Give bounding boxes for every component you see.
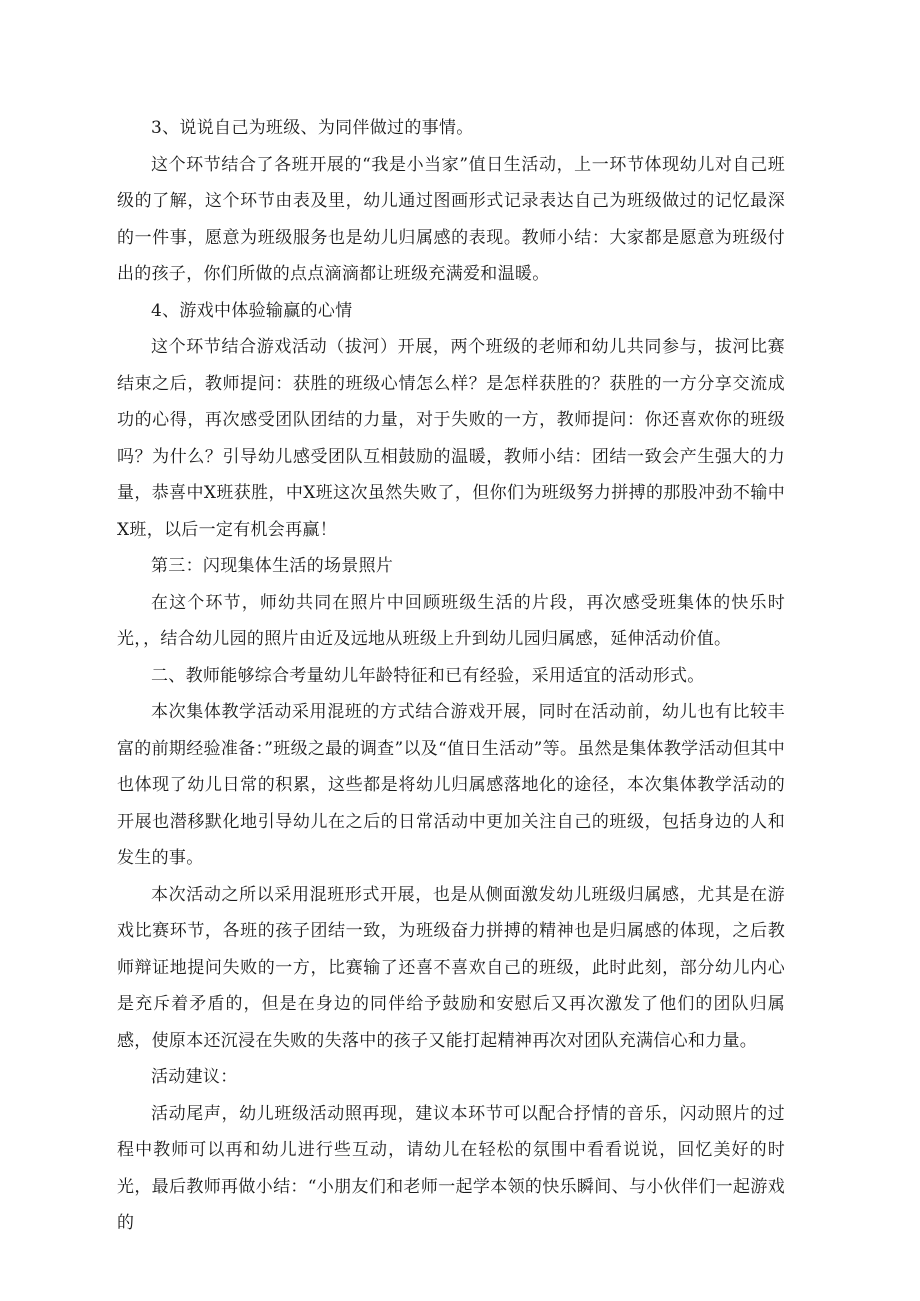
paragraph-part-3-heading: 第三：闪现集体生活的场景照片: [151, 556, 394, 576]
paragraph-section-4-body: 这个环节结合游戏活动（拔河）开展，两个班级的老师和幼儿共同参与，拔河比赛结束之后，教师提问：获胜的班级心情怎么样？是怎样获胜的？获胜的一方分享交流成功的心得，再次感受团队团结的力量，对于失败的一方，教师提问：你还喜欢你的班级吗？为什么？引导幼儿感受团队互相鼓励的温暖，教师小结：团结一致会产生强大的力量，恭喜中X班获胜，中X班这次虽然失败了，但你们为班级努力拼搏的那股冲劲不输中X班，以后一定有机会再赢！: [117, 337, 785, 540]
document-page: [117, 110, 785, 1242]
paragraph-point-2-heading: 二、教师能够综合考量幼儿年龄特征和已有经验，采用适宜的活动形式。: [151, 665, 705, 686]
paragraph-part-3-body: 在这个环节，师幼共同在照片中回顾班级生活的片段，再次感受班集体的快乐时光，，结合幼儿园的照片由近及远地从班级上升到幼儿园归属感，延伸活动价值。: [117, 592, 785, 649]
paragraph-suggestion-heading: 活动建议：: [151, 1067, 238, 1087]
paragraph-point-2-body-2: 本次活动之所以采用混班形式开展，也是从侧面激发幼儿班级归属感，尤其是在游戏比赛环节，各班的孩子团结一致，为班级奋力拼搏的精神也是归属感的体现，之后教师辩证地提问失败的一方，比赛输了还喜不喜欢自己的班级，此时此刻，部分幼儿内心是充斥着矛盾的，但是在身边的同伴给予鼓励和安慰后又再次激发了他们的团队归属感，使原本还沉浸在失败的失落中的孩子又能打起精神再次对团队充满信心和力量。: [117, 884, 785, 1051]
paragraph-section-4-heading: 4、游戏中体验输赢的心情: [151, 300, 353, 321]
paragraph-section-3-body: 这个环节结合了各班开展的“我是小当家”值日生活动，上一环节体现幼儿对自己班级的了解，这个环节由表及里，幼儿通过图画形式记录表达自己为班级做过的记忆最深的一件事，愿意为班级服务也是幼儿归属感的表现。教师小结：大家都是愿意为班级付出的孩子，你们所做的点点滴滴都让班级充满爱和温暖。: [117, 154, 785, 284]
paragraph-section-3-heading: 3、说说自己为班级、为同伴做过的事情。: [151, 118, 474, 138]
paragraph-suggestion-body: 活动尾声，幼儿班级活动照再现，建议本环节可以配合抒情的音乐，闪动照片的过程中教师可以再和幼儿进行些互动，请幼儿在轻松的氛围中看看说说，回忆美好的时光，最后教师再做小结：“小朋友们和老师一起学本领的快乐瞬间、与小伙伴们一起游戏的: [117, 1103, 785, 1233]
paragraph-point-2-body-1: 本次集体教学活动采用混班的方式结合游戏开展，同时在活动前，幼儿也有比较丰富的前期经验准备：”班级之最的调查”以及“值日生活动”等。虽然是集体教学活动但其中也体现了幼儿日常的积累，这些都是将幼儿归属感落地化的途径，本次集体教学活动的开展也潜移默化地引导幼儿在之后的日常活动中更加关注自己的班级，包括身边的人和发生的事。: [117, 702, 785, 868]
